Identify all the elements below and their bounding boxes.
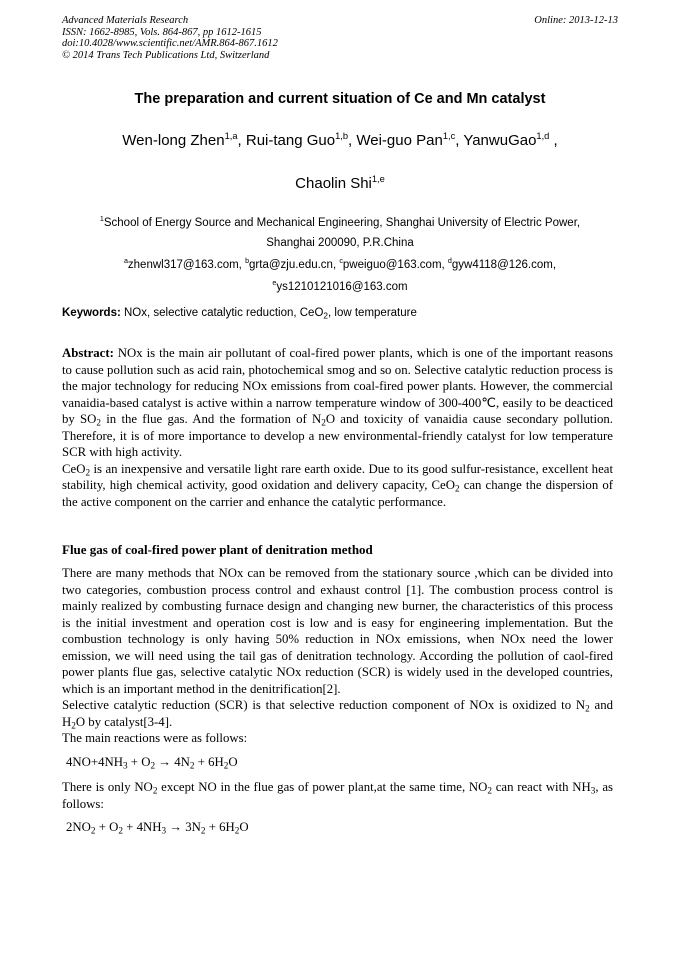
subscript: 2: [234, 825, 240, 836]
text-run: in the flue gas. And the formation of N: [101, 412, 322, 426]
equation-term: + O: [95, 820, 119, 834]
subscript: 2: [454, 483, 460, 494]
email-marker: d: [447, 257, 452, 265]
equation-1: [66, 754, 613, 771]
equation-term: O: [228, 754, 238, 769]
equation-term: + O: [127, 754, 151, 769]
text-run: Selective catalytic reduction (SCR) is that selective reduction component of NOx is oxidized to N: [62, 698, 586, 712]
keywords: [62, 307, 618, 319]
author-name: Chaolin Shi: [295, 175, 372, 192]
subscript: 3: [590, 785, 596, 796]
email-address: ys1210121016@163.com: [276, 280, 408, 293]
equation-term: 4NO+4NH: [66, 754, 123, 769]
author-name: Wen-long Zhen: [122, 132, 225, 149]
author-name: YanwuGao: [463, 132, 537, 149]
subscript: 2: [189, 760, 195, 771]
author-separator: ,: [455, 132, 464, 149]
journal-name: Advanced Materials Research: [62, 15, 189, 26]
doi-line: doi:10.4028/www.scientific.net/AMR.864-867.1612: [62, 38, 278, 49]
keywords-text: , low temperature: [328, 307, 417, 319]
email-address: grta@zju.edu.cn,: [249, 258, 340, 271]
subscript: 2: [321, 417, 326, 428]
author-separator: ,: [549, 132, 558, 149]
subscript: 2: [96, 417, 102, 428]
author-affil-marker: 1,a: [224, 131, 238, 141]
subscript: 2: [152, 785, 158, 796]
email-marker: a: [123, 257, 128, 265]
abstract-paragraph-2: [62, 461, 613, 511]
subscript: 2: [71, 720, 76, 731]
equation-term: O: [239, 820, 249, 834]
affiliation-line-1: School of Energy Source and Mechanical Engineering, Shanghai University of Electric Power,: [103, 216, 581, 229]
author-line-2: [62, 174, 618, 192]
keywords-label: Keywords:: [62, 307, 121, 319]
email-address: gyw4118@126.com,: [451, 258, 557, 271]
equation-term: → 4N: [155, 754, 190, 769]
subscript: 2: [85, 467, 91, 478]
subscript: 3: [122, 760, 128, 771]
subscript: 2: [223, 760, 229, 771]
keywords-text: NOx, selective catalytic reduction, CeO: [120, 307, 324, 319]
text-run: O by catalyst[3-4].: [75, 714, 173, 729]
author-separator: ,: [348, 132, 357, 149]
subscript: 2: [323, 311, 329, 321]
affiliation: [62, 209, 618, 253]
text-run: except NO in the flue gas of power plant,at the same time, NO: [157, 780, 488, 794]
subscript: 2: [200, 825, 206, 836]
section-heading: Flue gas of coal-fired power plant of denitration method: [62, 542, 373, 557]
section-paragraph-1: There are many methods that NOx can be removed from the stationary source ,which can be divided into two categories, combustion process control and exhaust control [1]. The combustion process control is mainly realized by combusting furnace design and changing new burner, the characteristics of this process is the initial investment and operation cost is low and is easy for engineering implementation. But the combustion technology is only having 50% reduction in NOx emissions, when NOx need the lower emission, we will need using the tail gas of denitration technology. According the pollution of caol-fired power plants flue gas, selective catalytic NOx reduction (SCR) is widely used in the developed countries, which is an important method in the denitrification[2].: [62, 566, 613, 696]
text-run: can react with NH: [492, 780, 591, 794]
author-emails: [62, 252, 618, 296]
subscript: 3: [161, 825, 167, 836]
subscript: 2: [118, 825, 123, 836]
section-paragraph-2: [62, 697, 613, 730]
copyright-line: © 2014 Trans Tech Publications Ltd, Switzerland: [62, 49, 270, 61]
subscript: 2: [487, 785, 492, 796]
affiliation-line-2: Shanghai 200090, P.R.China: [266, 236, 414, 249]
paper-title: The preparation and current situation of Ce and Mn catalyst: [134, 91, 546, 107]
text-run: , as follows:: [62, 780, 613, 811]
email-address: pweiguo@163.com,: [342, 258, 448, 271]
online-date: Online: 2013-12-13: [534, 15, 618, 26]
equation-2: [66, 819, 613, 836]
email-address: zhenwl317@163.com,: [127, 258, 246, 271]
author-name: Rui-tang Guo: [245, 132, 336, 149]
text-run: is an inexpensive and versatile light rare earth oxide. Due to its good sulfur-resistance, excellent heat stability, high chemical activity, good oxidation and delivery capacity, CeO: [62, 461, 613, 492]
abstract-paragraph-1: [62, 345, 613, 461]
abstract-label: Abstract:: [62, 346, 114, 360]
text-run: and H: [62, 698, 614, 729]
equation-term: → 3N: [166, 820, 201, 834]
equation-term: + 4NH: [122, 820, 162, 834]
section-body: [62, 565, 613, 845]
author-affil-marker: 1,c: [442, 131, 456, 141]
text-run: CeO: [62, 461, 86, 476]
author-affil-marker: 1,d: [536, 131, 550, 141]
author-separator: ,: [237, 132, 246, 149]
author-line-1: [62, 131, 618, 149]
text-run: NOx is the main air pollutant of coal-fired power plants, which is one of the important reasons to cause pollution such as acid rain, photochemical smog and so on. Selective catalytic reduction process is the major technology for reducing NOx emissions from coal-fired power plants. However, the commercial vanaidia-based catalyst is active within a narrow temperature window of 300-400℃, easily to be deacticed by SO: [62, 346, 613, 426]
text-run: There is only NO: [62, 780, 153, 794]
email-marker: b: [245, 257, 250, 265]
journal-header: [62, 15, 618, 61]
issn-line: ISSN: 1662-8985, Vols. 864-867, pp 1612-1615: [62, 26, 262, 38]
email-marker: e: [272, 278, 277, 287]
author-affil-marker: 1,e: [371, 174, 385, 184]
affiliation-marker: 1: [99, 215, 104, 223]
equation-term: + 6H: [194, 754, 224, 769]
text-run: can change the dispersion of the active component on the carrier and enhance the catalytic performance.: [62, 478, 613, 509]
author-affil-marker: 1,b: [335, 131, 349, 141]
equation-term: 2NO: [66, 820, 91, 834]
email-marker: c: [339, 257, 343, 265]
subscript: 2: [150, 760, 156, 771]
text-run: O and toxicity of vanaidia cause secondary pollution. Therefore, it is of more importance to develop a new environmental-friendly catalyst for low temperature SCR with high activity.: [62, 412, 614, 459]
author-name: Wei-guo Pan: [356, 132, 443, 149]
abstract: [62, 345, 613, 510]
section-paragraph-3: The main reactions were as follows:: [62, 731, 248, 745]
equation-term: + 6H: [205, 820, 235, 834]
subscript: 2: [585, 703, 590, 714]
section-paragraph-4: [62, 779, 613, 812]
subscript: 2: [90, 825, 96, 836]
